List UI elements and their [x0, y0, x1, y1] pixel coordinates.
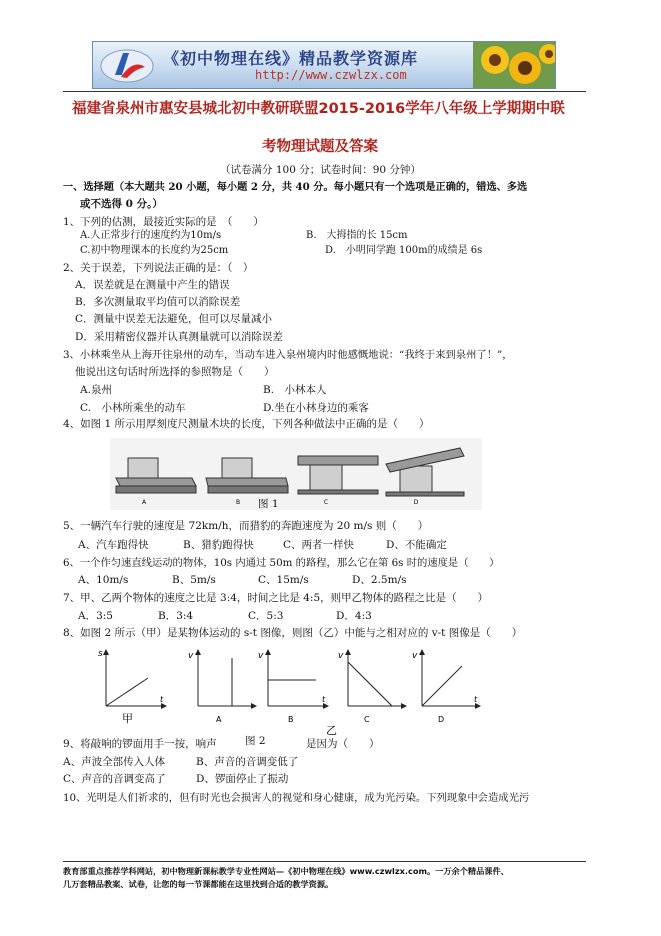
site-logo-icon: [97, 45, 155, 85]
svg-text:v: v: [258, 651, 264, 661]
question-6-option-a: A、10m/s: [78, 574, 129, 586]
graph-c: [338, 651, 404, 724]
svg-text:v: v: [338, 651, 344, 661]
question-1-stem: 1、下列的估测，最接近实际的是 （ ）: [63, 216, 264, 228]
question-3-option-b: B. 小林本人: [263, 384, 327, 396]
graph-b: [258, 651, 326, 724]
svg-text:D: D: [413, 499, 419, 506]
svg-text:甲: 甲: [122, 712, 133, 725]
question-9-option-c: C、声音的音调变高了: [63, 773, 166, 785]
svg-text:C: C: [364, 715, 370, 724]
question-7-option-b: B．3:4: [158, 610, 194, 622]
question-5-option-b: B、猎豹跑得快: [183, 539, 254, 551]
header-banner: [92, 41, 556, 89]
question-2-option-b: B．多次测量取平均值可以消除误差: [75, 296, 241, 308]
question-1-option-b: B. 大拇指的长 15cm: [306, 230, 408, 241]
question-9-option-d: D、锣面停止了振动: [196, 773, 289, 785]
svg-text:t: t: [160, 695, 164, 704]
figure-2-graphs: [90, 644, 490, 736]
question-6-option-c: C、15m/s: [258, 574, 309, 586]
svg-text:v: v: [188, 651, 194, 661]
figure-2-yi-label: 乙: [326, 724, 337, 736]
question-1-option-a: A.人正常步行的速度约为10m/s: [80, 230, 222, 241]
question-1-option-c: C.初中物理课本的长度约为25cm: [80, 245, 229, 256]
question-9-stem-cont: 是因为（ ）: [306, 738, 380, 750]
graph-jia: [98, 649, 164, 725]
question-10-stem: 10、光明是人们祈求的，但有时光也会损害人的视觉和身心健康，成为光污染。下列现象中会造成光污: [63, 792, 530, 804]
banner-title: 《初中物理在线》精品教学资源库: [163, 49, 419, 68]
svg-text:t: t: [474, 695, 478, 704]
question-9-option-a: A、声波全部传入人体: [63, 756, 166, 768]
question-7-option-c: C．5:3: [248, 610, 284, 622]
question-3-option-d: D.坐在小林身边的乘客: [263, 402, 369, 414]
question-1-option-d: D. 小明同学跑 100m的成绩是 6s: [325, 245, 483, 256]
question-3-stem: 3、小林乘坐从上海开往泉州的动车，当动车进入泉州境内时他感慨地说：“我终于来到泉州了！”，: [63, 349, 513, 361]
document-title-cont: 考物理试题及答案: [262, 139, 378, 155]
question-6-option-d: D、2.5m/s: [352, 574, 407, 586]
figure-2-caption: 图 2: [245, 735, 266, 747]
question-5-option-c: C、两者一样快: [283, 539, 355, 551]
footer-rule: [63, 861, 586, 862]
exam-info: （试卷满分 100 分；试卷时间：90 分钟）: [220, 164, 421, 176]
section-heading-cont: 或不选得 0 分。）: [80, 198, 163, 210]
question-3-stem-cont: 他说出这句话时所选择的参照物是（ ）: [75, 366, 275, 378]
question-2-option-a: A．误差就是在测量中产生的错误: [75, 279, 230, 291]
svg-text:A: A: [141, 499, 147, 506]
question-5-option-d: D、不能确定: [386, 539, 447, 551]
svg-text:s: s: [98, 649, 103, 659]
question-7-option-d: D．4:3: [336, 610, 372, 622]
section-heading: 一、选择题（本大题共 20 小题，每小题 2 分，共 40 分。每小题只有一个选项是正确的，错选、多选: [63, 181, 528, 193]
svg-text:t: t: [322, 695, 326, 704]
svg-text:C: C: [323, 499, 329, 506]
svg-text:B: B: [288, 715, 294, 724]
graph-d: [412, 651, 478, 724]
svg-text:D: D: [438, 715, 445, 724]
question-7-option-a: A．3:5: [78, 610, 113, 622]
question-5-stem: 5、一辆汽车行驶的速度是 72km/h，而猎豹的奔跑速度为 20 m/s 则（ ）: [63, 520, 429, 532]
question-2-option-c: C．测量中误差无法避免，但可以尽量减小: [75, 313, 273, 325]
figure-1-rulers: [110, 438, 482, 510]
question-6-stem: 6、一个作匀速直线运动的物体，10s 内通过 50m 的路程，那么它在第 6s 时的速度是（ ）: [63, 557, 500, 569]
question-7-stem: 7、甲、乙两个物体的速度之比是 3:4，时间之比是 4:5，则甲乙物体的路程之比是（ ）: [63, 592, 489, 604]
svg-text:v: v: [412, 651, 418, 661]
banner-url[interactable]: http://www.czwlzx.com: [255, 68, 407, 82]
question-9-stem: 9、将敲响的锣面用手一按，响声: [63, 738, 217, 750]
question-5-option-a: A、汽车跑得快: [78, 539, 149, 551]
question-6-option-b: B、5m/s: [172, 574, 216, 586]
question-9-option-b: B、声音的音调变低了: [196, 756, 299, 768]
footer-line-1: 教育部重点推荐学科网站，初中物理新课标教学专业性网站—《初中物理在线》www.czwlzx.com。一万余个精品课件、: [63, 866, 509, 876]
question-4-stem: 4、如图 1 所示用厚刻度尺测量木块的长度，下列各种做法中正确的是（ ）: [63, 418, 430, 430]
question-8-stem: 8、如图 2 所示（甲）是某物体运动的 s-t 图像，则图（乙）中能与之相对应的 v-t 图像是（ ）: [63, 627, 523, 639]
footer-line-2: 几万套精品教案、试卷，让您的每一节课都能在这里找到合适的教学资源。: [63, 879, 334, 889]
question-3-option-c: C. 小林所乘坐的动车: [80, 402, 186, 414]
svg-text:A: A: [216, 715, 222, 724]
figure-1-caption: 图 1: [258, 498, 279, 510]
graph-a: [188, 651, 254, 724]
question-2-stem: 2、关于误差，下列说法正确的是：（ ）: [63, 262, 254, 274]
document-title: 福建省泉州市惠安县城北初中教研联盟2015-2016学年八年级上学期期中联: [72, 101, 565, 117]
header-rule: [63, 91, 586, 92]
question-3-option-a: A.泉州: [80, 384, 112, 396]
question-2-option-d: D．采用精密仪器并认真测量就可以消除误差: [75, 331, 283, 343]
sunflower-image: [473, 42, 555, 88]
svg-text:B: B: [235, 499, 241, 506]
